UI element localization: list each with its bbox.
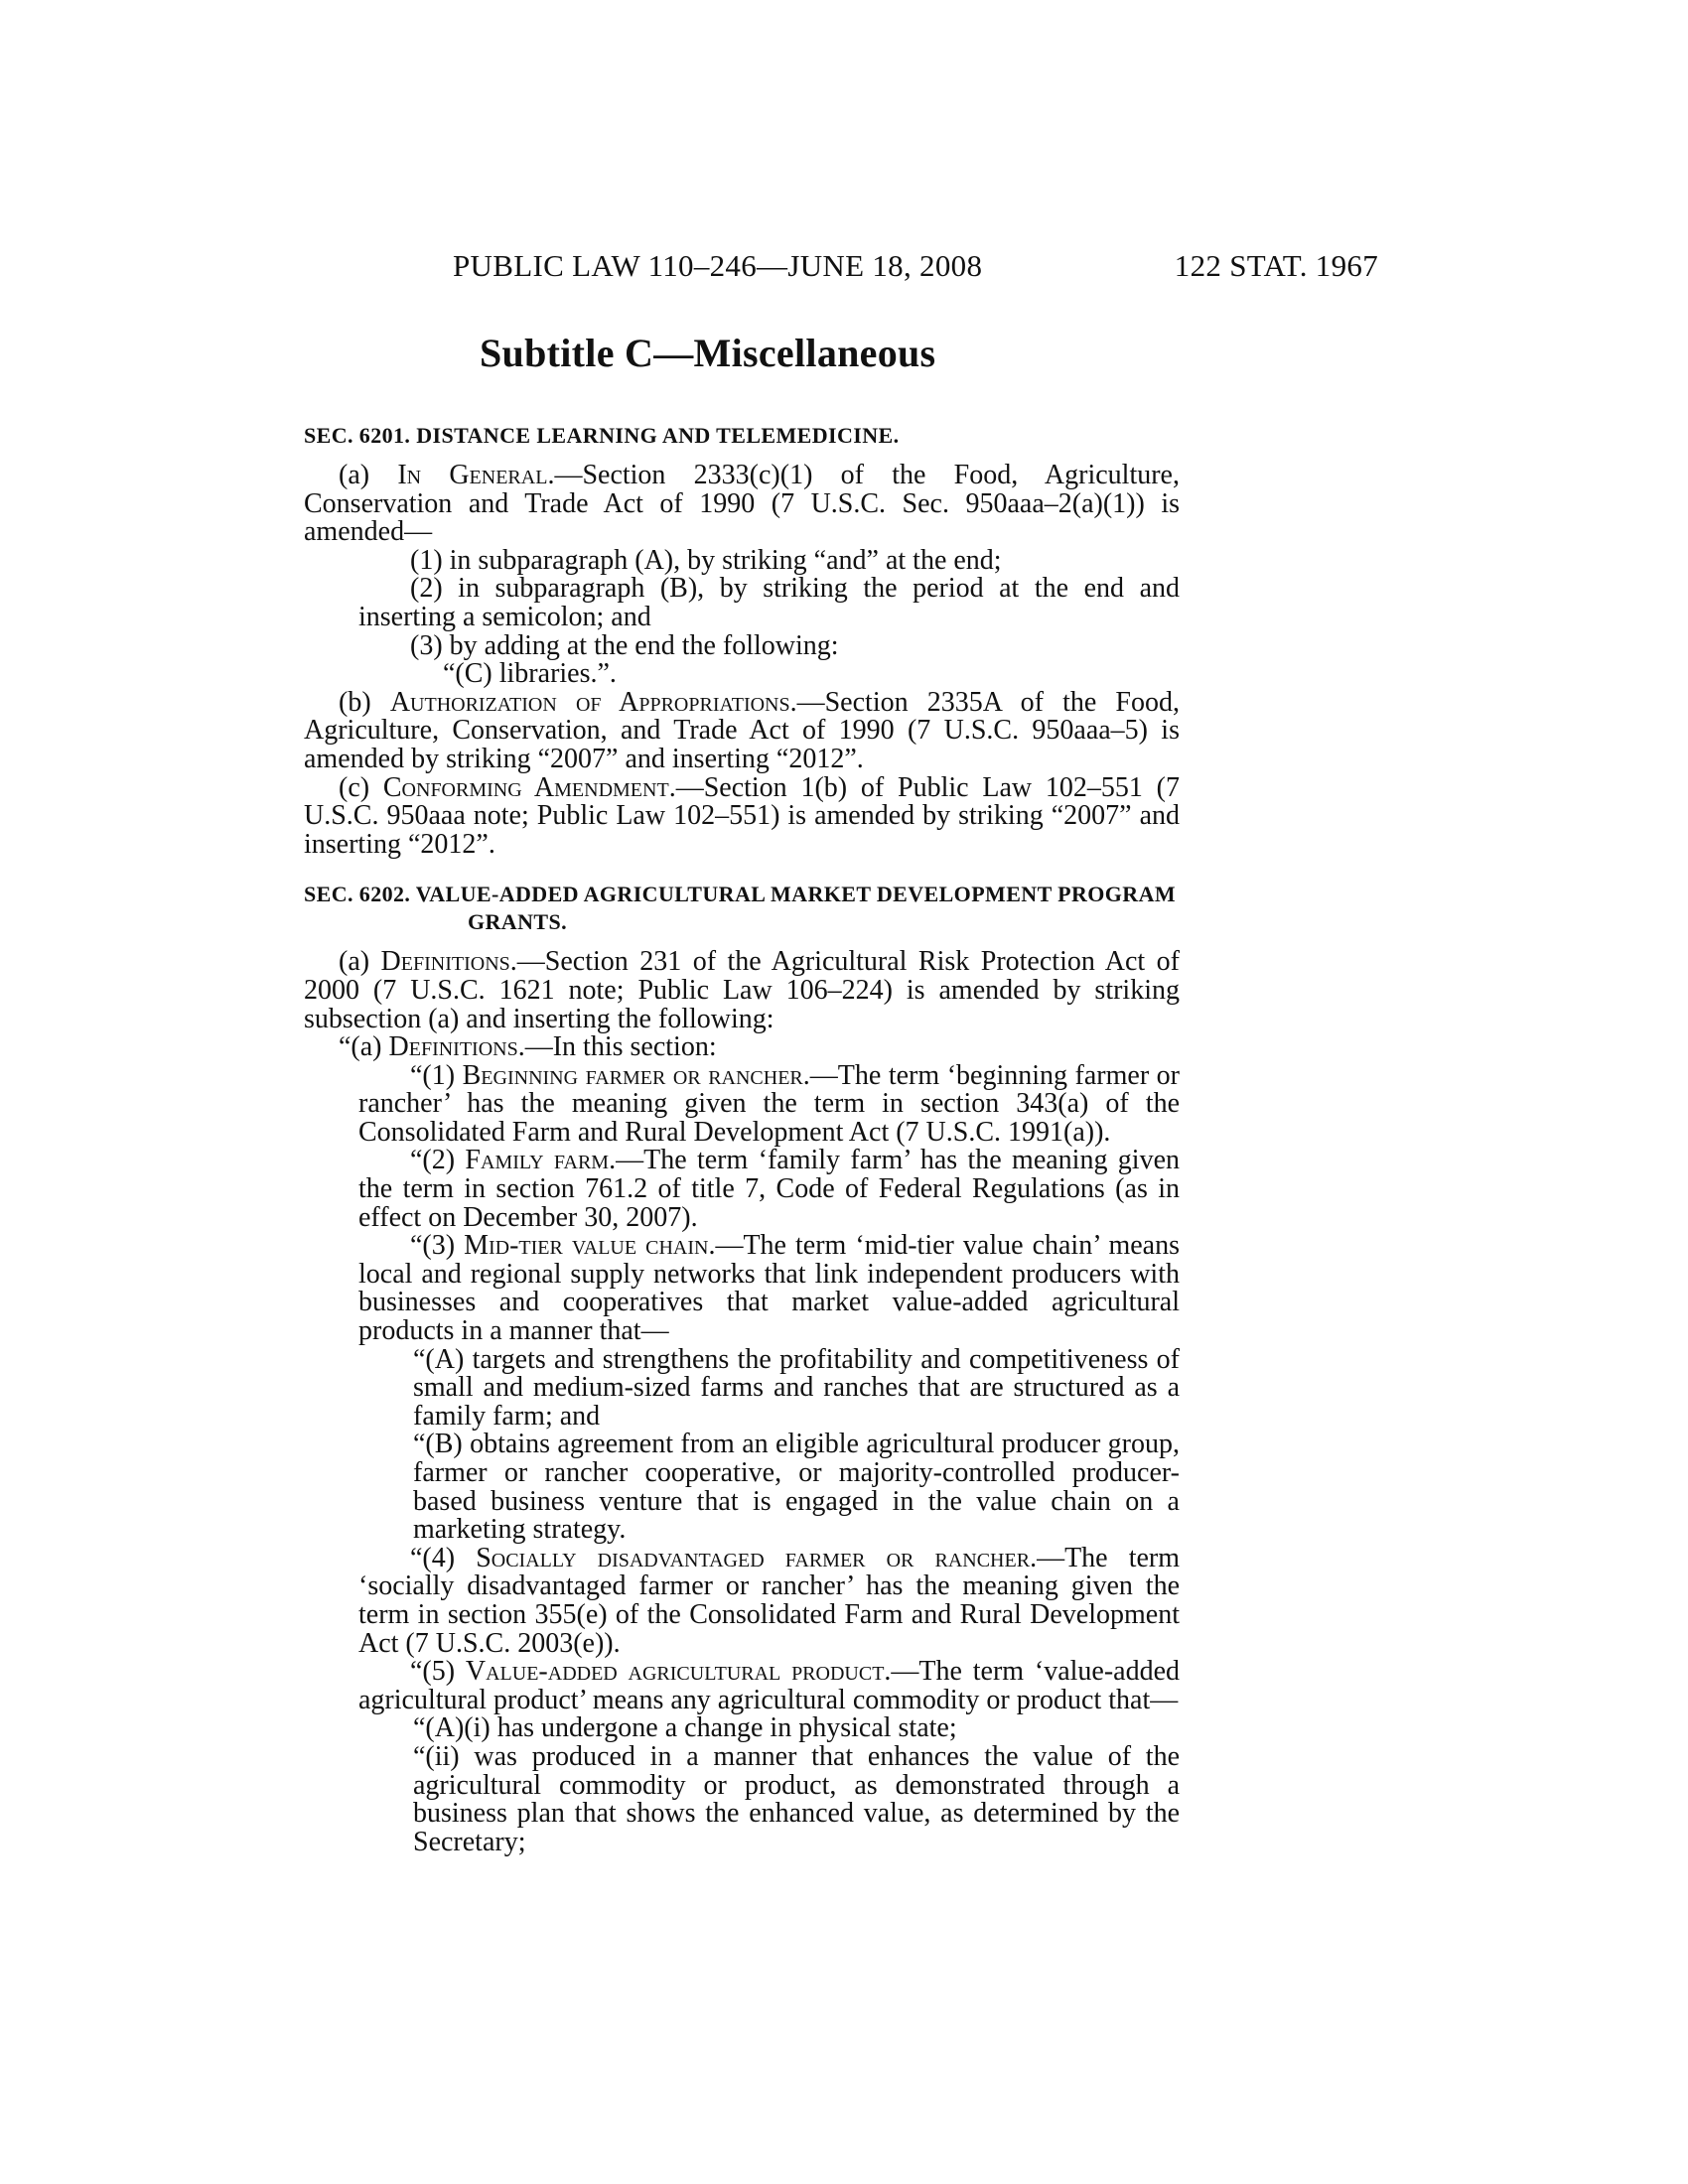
statute-page-number: 122 STAT. 1967	[1174, 248, 1378, 283]
inserted-text-libraries: “(C) libraries.”.	[443, 658, 617, 690]
subsection-c-conforming-amendment: (c) Conforming Amendment.—Section 1(b) of Public Law 102–551 (7 U.S.C. 950aaa note; Public Law 102–551) is amended by striking “2007” and inserting “2012”.	[304, 771, 1181, 860]
subsection-a-definitions: (a) Definitions.—Section 231 of the Agricultural Risk Protection Act of 2000 (7 U.S.C. 1621 note; Public Law 106–224) is amended by striking subsection (a) and inserting the following:	[304, 946, 1180, 1034]
definition-4-socially-disadvantaged: “(4) Socially disadvantaged farmer or rancher.—The term ‘socially disadvantaged farmer or rancher’ has the meaning given the term in section 355(e) of the Consolidated Farm and Rural Development Act (7 U.S.C. 2003(e)).	[358, 1542, 1181, 1659]
section-6202-heading: SEC. 6202. VALUE-ADDED AGRICULTURAL MARKET DEVELOPMENT PROGRAM GRANTS.	[304, 882, 1177, 935]
running-header	[304, 248, 1378, 292]
subsection-b-authorization: (b) Authorization of Appropriations.—Section 2335A of the Food, Agriculture, Conservation, and Trade Act of 1990 (7 U.S.C. 950aaa–5) is amended by striking “2007” and inserting “2012”.	[304, 686, 1180, 774]
quoted-subsection-a: “(a) Definitions.—In this section:	[339, 1031, 717, 1063]
document-page	[304, 248, 1378, 1857]
definition-2-family-farm: “(2) Family farm.—The term ‘family farm’ has the meaning given the term in section 761.2 of title 7, Code of Federal Regulations (as in effect on December 30, 2007).	[358, 1145, 1180, 1233]
definition-3-subparagraph-b: “(B) obtains agreement from an eligible agricultural producer group, farmer or rancher cooperative, or majority-controlled producer-based business venture that is engaged in the value chain on a marketing strategy.	[413, 1429, 1180, 1546]
subtitle-heading: Subtitle C—Miscellaneous	[480, 331, 936, 375]
definition-5-clause-a-i: “(A)(i) has undergone a change in physical state;	[413, 1712, 957, 1744]
paragraph-1: (1) in subparagraph (A), by striking “and” at the end;	[410, 544, 1002, 576]
definition-5-clause-ii: “(ii) was produced in a manner that enhances the value of the agricultural commodity or product, as demonstrated through a business plan that shows the enhanced value, as determined by the Secretary;	[413, 1740, 1180, 1857]
paragraph-2: (2) in subparagraph (B), by striking the period at the end and inserting a semicolon; and	[358, 573, 1180, 632]
definition-1-beginning-farmer: “(1) Beginning farmer or rancher.—The term ‘beginning farmer or rancher’ has the meaning given the term in section 343(a) of the Consolidated Farm and Rural Development Act (7 U.S.C. 1991(a)).	[358, 1059, 1181, 1148]
public-law-citation: PUBLIC LAW 110–246—JUNE 18, 2008	[453, 248, 983, 283]
subsection-a-in-general: (a) In General.—Section 2333(c)(1) of the Food, Agriculture, Conservation and Trade Act of 1990 (7 U.S.C. Sec. 950aaa–2(a)(1)) is amended—	[304, 460, 1180, 548]
definition-5-value-added-product: “(5) Value-added agricultural product.—The term ‘value-added agricultural product’ means any agricultural commodity or product that—	[358, 1656, 1181, 1715]
definition-3-mid-tier-value-chain: “(3) Mid-tier value chain.—The term ‘mid-tier value chain’ means local and regional supply networks that link independent producers with businesses and cooperatives that market value-added agricultural products in a manner that—	[358, 1230, 1181, 1347]
definition-3-subparagraph-a: “(A) targets and strengthens the profitability and competitiveness of small and medium-sized farms and ranches that are structured as a family farm; and	[413, 1343, 1180, 1432]
section-6201-heading: SEC. 6201. DISTANCE LEARNING AND TELEMEDICINE.	[304, 423, 900, 448]
paragraph-3: (3) by adding at the end the following:	[410, 629, 839, 661]
